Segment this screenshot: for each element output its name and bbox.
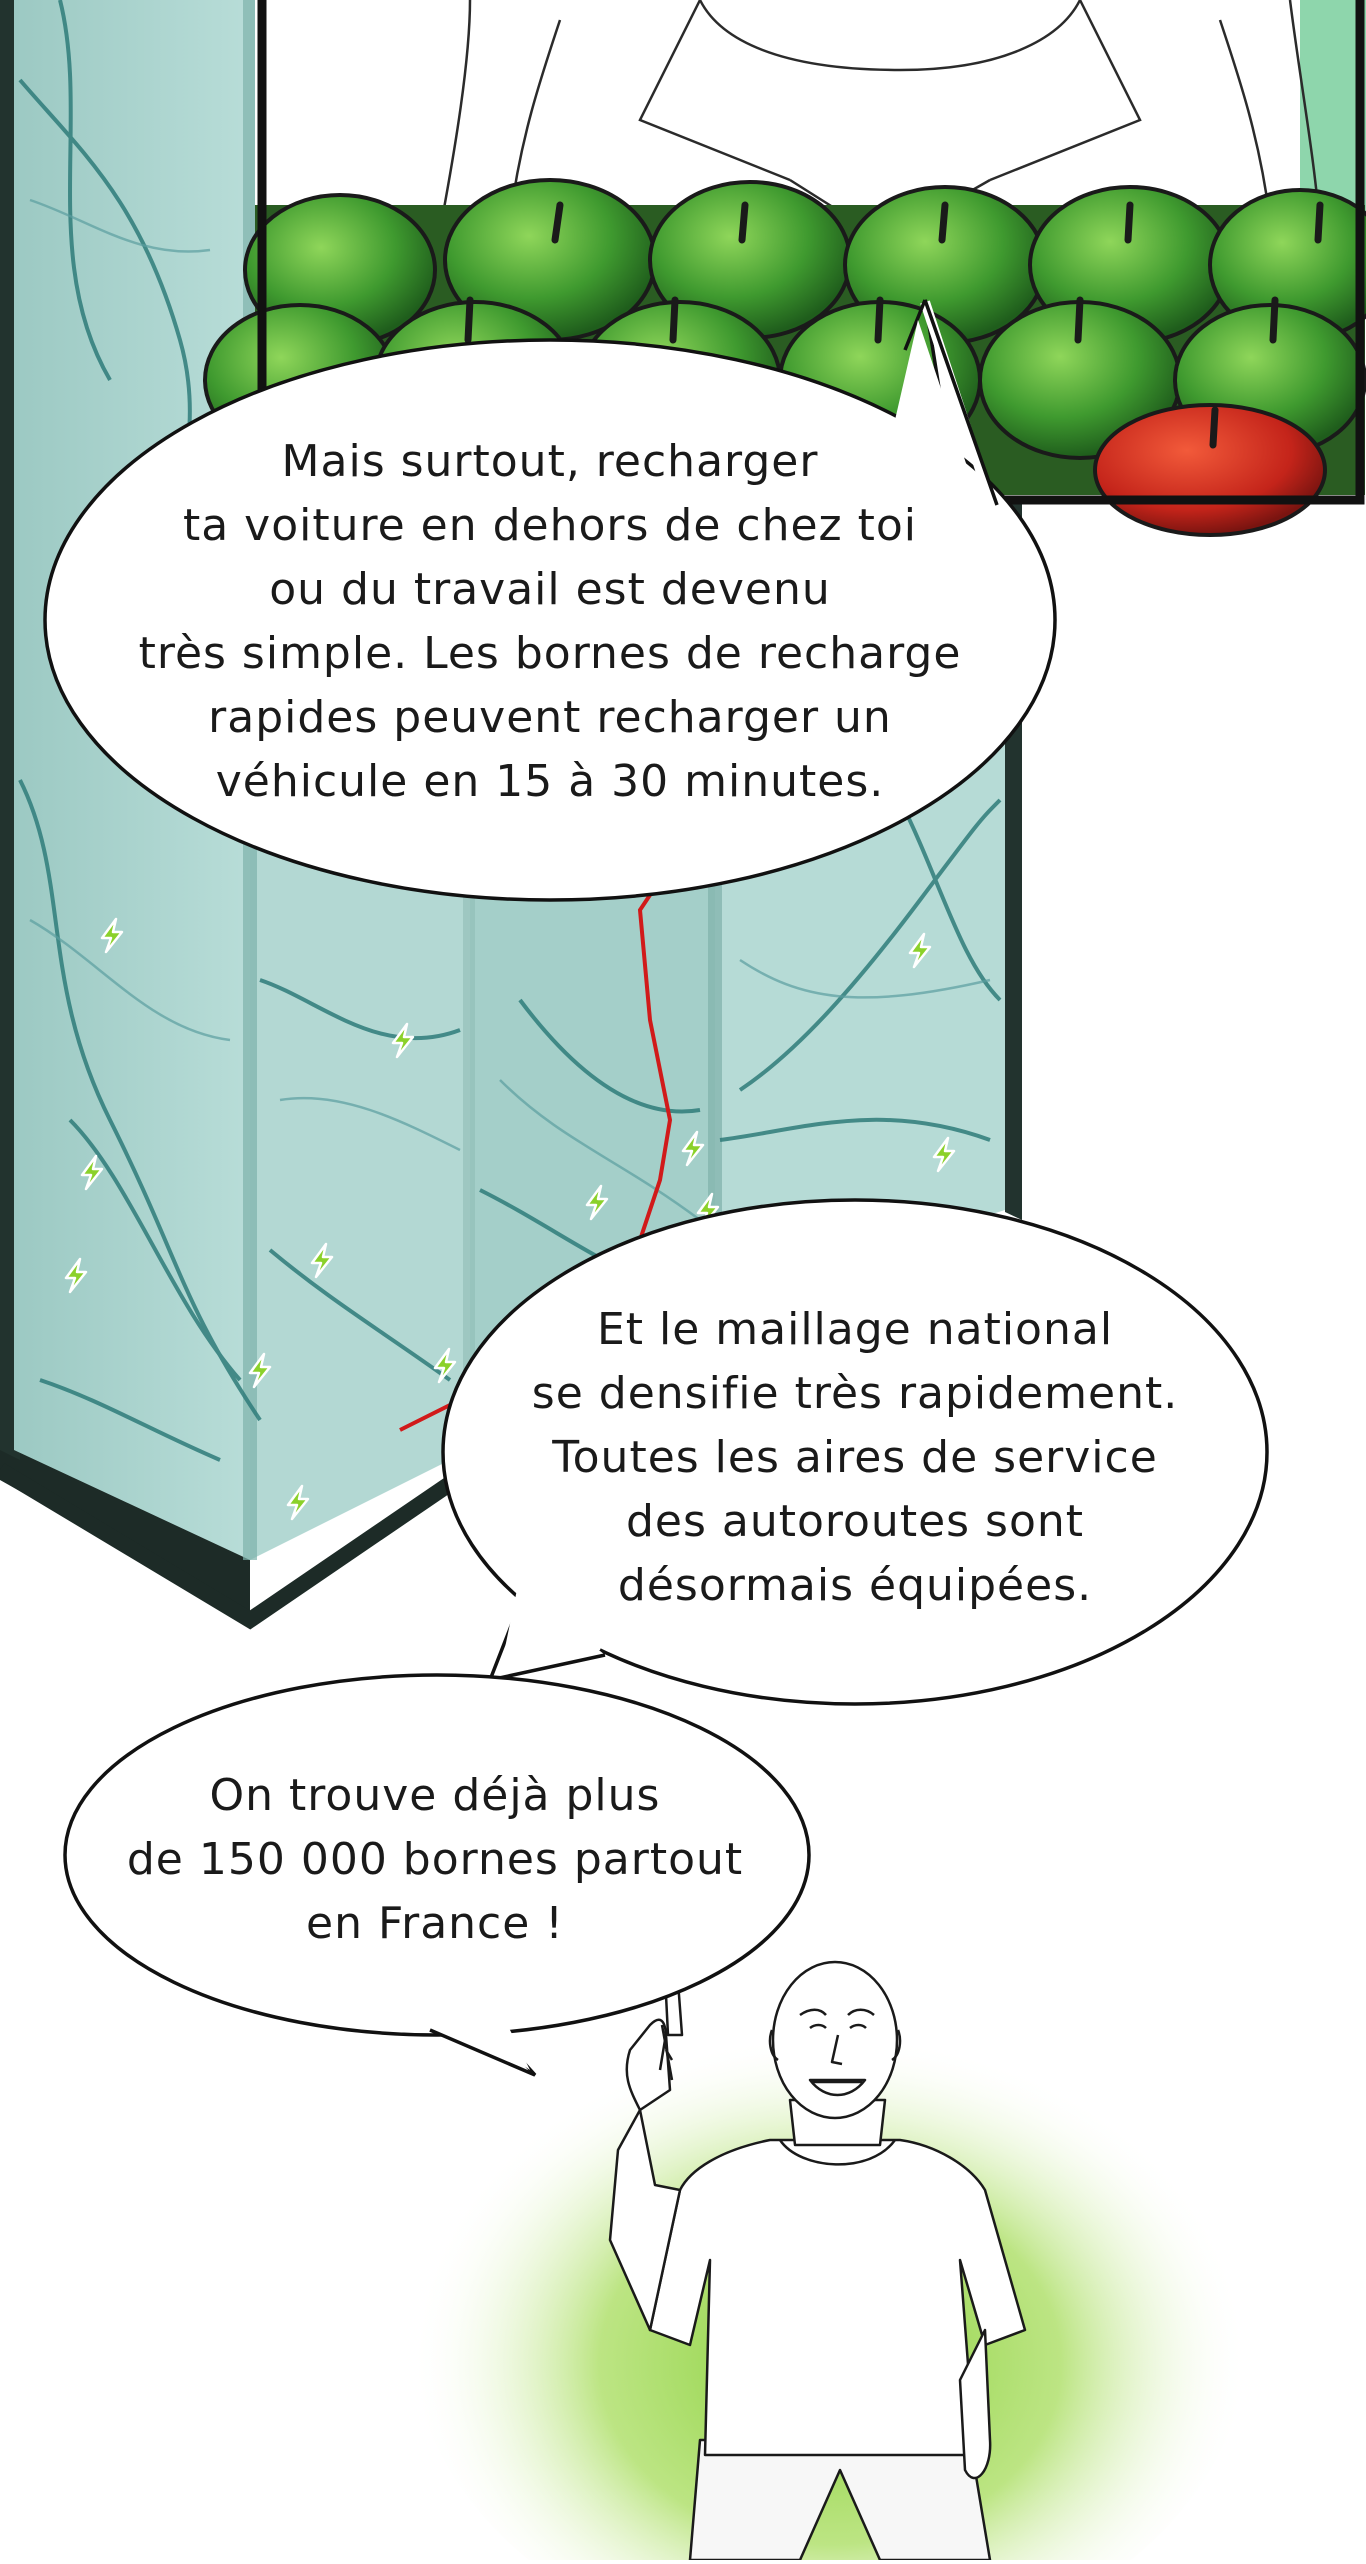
bubble-line: ou du travail est devenu <box>269 564 831 615</box>
bubble-line: très simple. Les bornes de recharge <box>138 628 962 679</box>
bubble-line: désormais équipées. <box>617 1560 1093 1611</box>
apple-icon <box>1095 405 1325 535</box>
bubble-line: rapides peuvent recharger un <box>208 692 892 743</box>
bubble-line: Et le maillage national <box>596 1304 1114 1355</box>
bubble-line: ta voiture en dehors de chez toi <box>182 500 918 551</box>
bubble-line: se densifie très rapidement. <box>531 1368 1179 1419</box>
speech-bubble-2-text <box>480 1298 1230 1618</box>
bubble-line: de 150 000 bornes partout <box>126 1834 744 1885</box>
bubble-line: Mais surtout, recharger <box>281 436 819 487</box>
speech-bubble-3-text <box>90 1764 780 1956</box>
bubble-line: Toutes les aires de service <box>552 1432 1158 1483</box>
speech-bubble-1-text <box>70 430 1030 814</box>
bubble-line: en France ! <box>306 1898 564 1949</box>
bubble-line: On trouve déjà plus <box>209 1770 661 1821</box>
bubble-line: véhicule en 15 à 30 minutes. <box>215 756 885 807</box>
bubble-line: des autoroutes sont <box>625 1496 1085 1547</box>
